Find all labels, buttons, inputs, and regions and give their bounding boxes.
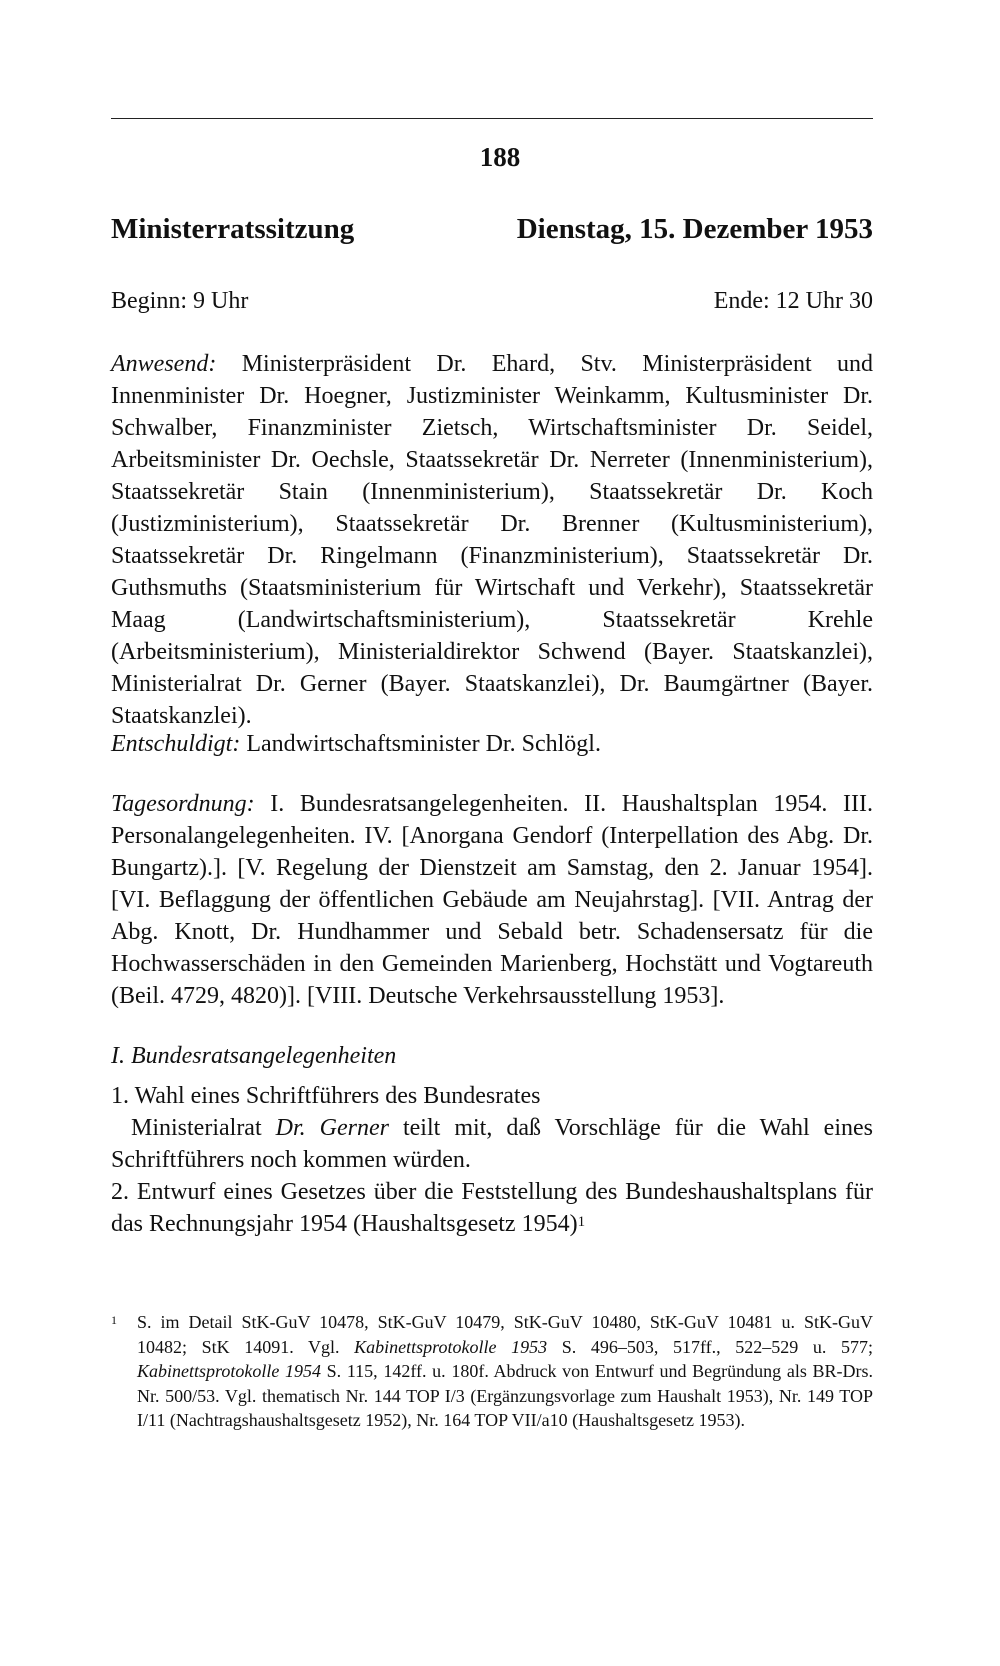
session-date: Dienstag, 15. Dezember 1953: [516, 213, 873, 245]
footnote-italic1: Kabinettsprotokolle 1953: [354, 1336, 548, 1357]
item1-body: [111, 1112, 873, 1176]
item1-title: 1. Wahl eines Schriftführers des Bundesrates: [111, 1083, 541, 1109]
footnote-number: 1: [111, 1313, 117, 1327]
attendees-label: Anwesend:: [111, 351, 217, 377]
footnote-reference[interactable]: 1: [577, 1214, 586, 1230]
footnote: [111, 1310, 873, 1433]
item2-paragraph: [111, 1176, 873, 1240]
page-number: 188: [479, 142, 521, 172]
footnote-part3: S. 115, 142ff. u. 180f. Abdruck von Entwurf und Begründung als BR-Drs. Nr. 500/53. Vgl. thematisch Nr. 144 TOP I/3 (Ergänzungsvorlage zum Haushalt 1953), Nr. 149 TOP I/11 (Nachtragshaushaltsgesetz 1952), Nr. 164 TOP VII/a10 (Haushaltsgesetz 1953).: [137, 1361, 873, 1430]
session-title-row: [111, 213, 873, 246]
item1-body-name: Dr. Gerner: [275, 1115, 389, 1141]
excused-text: Landwirtschaftsminister Dr. Schlögl.: [246, 731, 601, 757]
agenda-text: I. Bundesratsangelegenheiten. II. Haushaltsplan 1954. III. Personalangelegenheiten. IV. [Anorgana Gendorf (Interpellation des Abg. Dr. Bungartz).]. [V. Regelung der Dienstzeit am Samstag, den 2. Januar 1954]. [VI. Beflaggung der öffentlichen Gebäude am Neujahrstag]. [VII. Antrag der Abg. Knott, Dr. Hundhammer und Sebald betr. Schadensersatz für die Hochwasserschäden in den Gemeinden Marienberg, Hochstätt und Vogtareuth (Beil. 4729, 4820)]. [VIII. Deutsche Verkehrsausstellung 1953].: [111, 791, 873, 1009]
attendees-paragraph: [111, 348, 873, 732]
agenda-label: Tagesordnung:: [111, 791, 255, 817]
footnote-text: [137, 1310, 873, 1433]
excused-paragraph: [111, 728, 873, 760]
begin-time: Beginn: 9 Uhr: [111, 288, 249, 314]
session-title: Ministerratssitzung: [111, 213, 355, 245]
item1-body-pre: Ministerialrat: [131, 1115, 276, 1141]
end-time: Ende: 12 Uhr 30: [713, 288, 873, 314]
footnote-italic2: Kabinettsprotokolle 1954: [137, 1361, 321, 1381]
header-rule: [111, 118, 873, 119]
excused-label: Entschuldigt:: [111, 731, 241, 757]
item1-body-post: teilt mit, daß Vorschläge für die Wahl eines Schriftführers noch kommen würden.: [111, 1115, 873, 1173]
footnote-part1: S. im Detail StK-GuV 10478, StK-GuV 10479, StK-GuV 10480, StK-GuV 10481 u. StK-GuV 10482; StK 14091. Vgl.: [137, 1312, 873, 1357]
section-heading: I. Bundesratsangelegenheiten: [111, 1043, 397, 1069]
agenda-paragraph: [111, 788, 873, 1012]
session-times-row: [111, 288, 873, 315]
item2-text: 2. Entwurf eines Gesetzes über die Feststellung des Bundeshaushaltsplans für das Rechnungsjahr 1954 (Haushaltsgesetz 1954): [111, 1179, 873, 1237]
footnote-part2: S. 496–503, 517ff., 522–529 u. 577;: [547, 1336, 874, 1357]
attendees-text: Ministerpräsident Dr. Ehard, Stv. Ministerpräsident und Innenminister Dr. Hoegner, Justizminister Weinkamm, Kultusminister Dr. Schwalber, Finanzminister Zietsch, Wirtschaftsminister Dr. Seidel, Arbeitsminister Dr. Oechsle, Staatssekretär Dr. Nerreter (Innenministerium), Staatssekretär Stain (Innenministerium), Staatssekretär Dr. Koch (Justizministerium), Staatssekretär Dr. Brenner (Kultusministerium), Staatssekretär Dr. Ringelmann (Finanzministerium), Staatssekretär Dr. Guthsmuths (Staatsministerium für Wirtschaft und Verkehr), Staatssekretär Maag (Landwirtschaftsministerium), Staatssekretär Krehle (Arbeitsministerium), Ministerialdirektor Schwend (Bayer. Staatskanzlei), Ministerialrat Dr. Gerner (Bayer. Staatskanzlei), Dr. Baumgärtner (Bayer. Staatskanzlei).: [111, 351, 873, 729]
